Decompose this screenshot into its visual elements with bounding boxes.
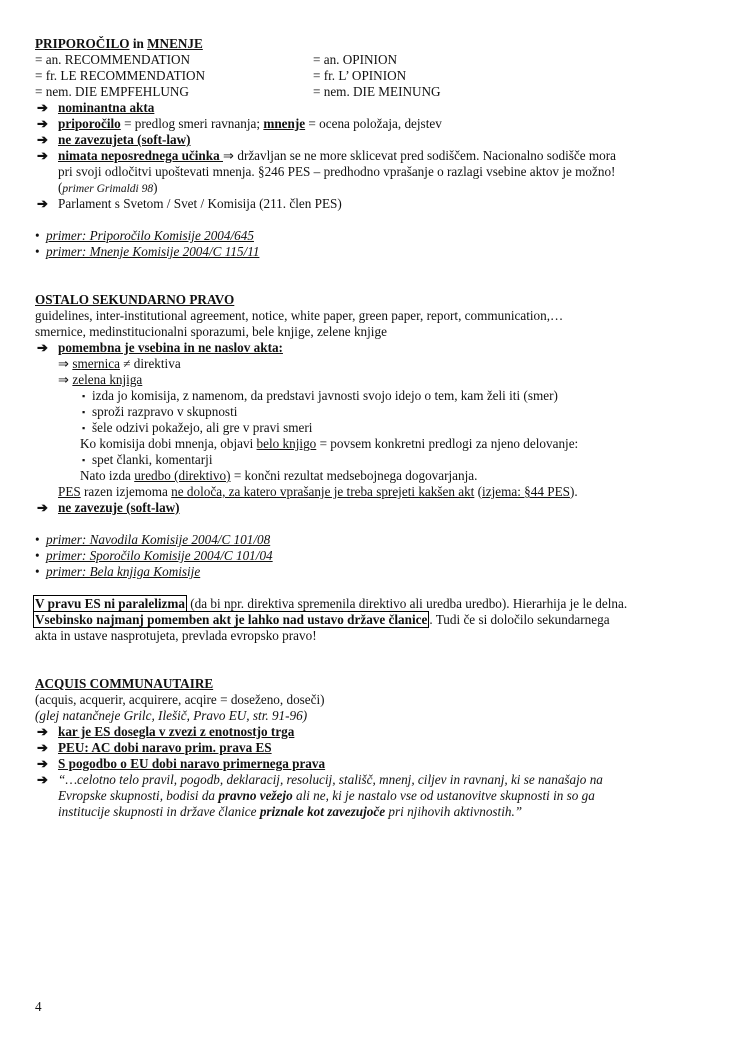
text-span: Nato izda (80, 468, 135, 483)
text-line (35, 148, 715, 164)
text-span: primer Grimaldi 98 (62, 183, 154, 195)
blank-line (35, 660, 715, 676)
underlined-text: PRIPOROČILO (35, 36, 130, 51)
text-span: sproži razpravo v skupnosti (92, 404, 238, 419)
line-text (35, 292, 234, 308)
text-span: = nem. DIE EMPFEHLUNG (35, 84, 189, 99)
text-span: = fr. LE RECOMMENDATION (35, 68, 206, 83)
text-span: smernice, medinstitucionalni sporazumi, bele knjige, zelene knjige (35, 324, 387, 339)
underlined-text: primer: Navodila Komisije 2004/C 101/08 (46, 532, 271, 547)
underlined-text: primer: Sporočilo Komisije 2004/C 101/04 (46, 548, 273, 563)
text-span: šele odzivi pokažejo, ali gre v pravi smeri (92, 420, 313, 435)
text-span: (da bi npr. direktiva spremenila direktivo ali uredba uredbo). Hierarhija je le delna. (186, 596, 628, 611)
text-span: razen izjemoma (80, 484, 172, 499)
text-span: Parlament s Svetom / Svet / Komisija (211. člen PES) (58, 196, 342, 211)
line-text (58, 484, 578, 500)
line-text (35, 676, 213, 692)
text-line (35, 340, 715, 356)
line-text (58, 500, 180, 516)
text-span: ≠ direktiva (119, 356, 181, 371)
text-span: ). (569, 484, 578, 499)
line-text (58, 740, 272, 756)
line-text (58, 100, 154, 116)
text-line (35, 772, 715, 788)
text-line (35, 724, 715, 740)
text-span: Evropske skupnosti, bodisi da (58, 788, 219, 803)
text-span: pri svoji odločitvi upoštevati mnenja. §246 PES – predhodno vprašanje o razlagi vsebine aktov je možno! (58, 164, 616, 179)
line-text (35, 596, 627, 612)
text-span: spet članki, komentarji (92, 452, 213, 467)
line-text (58, 356, 181, 372)
line-text (80, 436, 578, 452)
text-span: ( (58, 180, 63, 195)
underlined-text: primer: Bela knjiga Komisije (46, 564, 201, 579)
line-text (35, 708, 307, 724)
text-span: = ocena položaja, dejstev (305, 116, 442, 131)
line-text (58, 180, 158, 197)
text-line (35, 420, 715, 436)
line-text (35, 612, 610, 628)
translation-column: = fr. L’ OPINION (313, 68, 407, 83)
text-span: ⇒ (58, 372, 73, 387)
blank-line (35, 276, 715, 292)
underlined-text: priporočilo (58, 116, 121, 131)
blank-line (35, 516, 715, 532)
text-span: . Tudi če si določilo sekundarnega (429, 612, 610, 627)
text-line (35, 804, 715, 820)
line-text (46, 244, 259, 260)
arrow-bullet-icon: ➔ (37, 132, 49, 147)
line-text (35, 68, 205, 84)
line-text (58, 164, 615, 180)
text-span: ali ne, ki je nastalo vse od ustanovitve skupnosti in so ga (292, 788, 595, 803)
text-span: = predlog smeri ravnanja; (120, 116, 264, 131)
line-text (80, 468, 477, 484)
underlined-text: PES (58, 484, 81, 499)
text-line (35, 548, 715, 564)
text-span: pri njihovih aktivnostih.” (385, 804, 523, 819)
text-line (35, 372, 715, 388)
bullet-icon: • (35, 228, 40, 243)
text-span: Ko komisija dobi mnenja, objavi (80, 436, 257, 451)
bullet-icon: ▪ (82, 391, 86, 401)
line-text (58, 804, 522, 820)
underlined-text: ne zavezuje (soft-law) (58, 500, 180, 515)
text-span: (acquis, acquerir, acquirere, acqire = doseženo, doseči) (35, 692, 325, 707)
blank-line (35, 644, 715, 660)
line-text (58, 772, 603, 788)
underlined-text: kar je ES dosegla v zvezi z enotnostjo trga (58, 724, 295, 739)
arrow-bullet-icon: ➔ (37, 340, 49, 355)
blank-line (35, 212, 715, 228)
line-text (35, 308, 563, 324)
arrow-bullet-icon: ➔ (37, 724, 49, 739)
text-span: ) (153, 180, 158, 195)
text-span: pravno vežejo (218, 788, 293, 803)
arrow-bullet-icon: ➔ (37, 196, 49, 211)
underlined-text: ne zavezujeta (soft-law) (58, 132, 191, 147)
text-line (35, 180, 715, 196)
text-span: izda jo komisija, z namenom, da predstavi javnosti svojo idejo o tem, kam želi iti (smer) (92, 388, 558, 403)
line-text (35, 84, 189, 100)
text-line (35, 500, 715, 516)
text-line (35, 68, 715, 84)
text-line (35, 36, 715, 52)
line-text (35, 324, 387, 340)
bullet-icon: ▪ (82, 455, 86, 465)
bullet-icon: • (35, 532, 40, 547)
text-line (35, 52, 715, 68)
line-text (35, 36, 203, 52)
text-line (35, 244, 715, 260)
line-text (35, 52, 190, 68)
text-line (35, 788, 715, 804)
line-text (58, 724, 294, 740)
underlined-text: izjema: §44 PES (482, 484, 570, 499)
bullet-icon: • (35, 244, 40, 259)
text-line (35, 564, 715, 580)
arrow-bullet-icon: ➔ (37, 100, 49, 115)
bullet-icon: ▪ (82, 423, 86, 433)
line-text (58, 340, 283, 356)
text-line (35, 292, 715, 308)
translation-column: = an. OPINION (313, 52, 397, 67)
underlined-text: smernica (72, 356, 120, 371)
line-text (46, 564, 200, 580)
underlined-text: MNENJE (147, 36, 203, 51)
line-text (46, 548, 273, 564)
text-span: akta in ustave nasprotujeta, prevlada evropsko pravo! (35, 628, 317, 643)
text-line (35, 164, 715, 180)
line-text (58, 372, 142, 388)
text-line (35, 628, 715, 644)
underlined-text: primer: Priporočilo Komisije 2004/645 (46, 228, 254, 243)
text-line (35, 116, 715, 132)
text-line (35, 612, 715, 628)
text-line (35, 532, 715, 548)
blank-line (35, 260, 715, 276)
text-line (35, 692, 715, 708)
text-span: ( (474, 484, 483, 499)
arrow-bullet-icon: ➔ (37, 148, 49, 163)
line-text (58, 196, 342, 212)
text-line (35, 404, 715, 420)
line-text (58, 756, 325, 772)
text-line (35, 740, 715, 756)
underlined-text: OSTALO SEKUNDARNO PRAVO (35, 292, 235, 307)
arrow-bullet-icon: ➔ (37, 740, 49, 755)
text-line (35, 596, 715, 612)
text-span: = povsem konkretni predlogi za njeno delovanje: (316, 436, 579, 451)
line-text (58, 116, 442, 132)
line-text (35, 692, 325, 708)
text-span: priznale kot zavezujoče (259, 804, 386, 819)
text-line (35, 676, 715, 692)
text-line (35, 100, 715, 116)
text-span: institucije skupnosti in države članice (58, 804, 260, 819)
bullet-icon: ▪ (82, 407, 86, 417)
text-line (35, 436, 715, 452)
boxed-text: Vsebinsko najmanj pomemben akt je lahko nad ustavo države članice (35, 612, 428, 627)
text-span: “…celotno telo pravil, pogodb, deklaracij, resolucij, stališč, mnenj, ciljev in ravnanj, ki se nanašajo na (58, 772, 603, 787)
line-text (46, 228, 254, 244)
text-span: = končni rezultat medsebojnega dogovarjanja. (230, 468, 478, 483)
line-text (58, 148, 616, 164)
bullet-icon: • (35, 564, 40, 579)
line-text (35, 628, 317, 644)
arrow-bullet-icon: ➔ (37, 772, 49, 787)
underlined-text: pomembna je vsebina in ne naslov akta: (58, 340, 283, 355)
text-line (35, 132, 715, 148)
blank-line (35, 580, 715, 596)
text-line (35, 84, 715, 100)
translation-column: = nem. DIE MEINUNG (313, 84, 441, 99)
underlined-text: zelena knjiga (72, 372, 143, 387)
underlined-text: ACQUIS COMMUNAUTAIRE (35, 676, 214, 691)
text-span: ⇒ državljan se ne more sklicevat pred sodiščem. Nacionalno sodišče mora (223, 148, 616, 163)
underlined-text: PEU: AC dobi naravo prim. prava ES (58, 740, 272, 755)
text-line (35, 708, 715, 724)
line-text (58, 788, 595, 804)
text-line (35, 468, 715, 484)
underlined-text: ne določa, za katero vprašanje je treba sprejeti kakšen akt (171, 484, 475, 499)
line-text (92, 388, 558, 404)
text-span: = an. RECOMMENDATION (35, 52, 191, 67)
text-line (35, 756, 715, 772)
line-text (92, 404, 237, 420)
underlined-text: nominantna akta (58, 100, 155, 115)
text-line (35, 484, 715, 500)
line-text (46, 532, 270, 548)
underlined-text: belo knjigo (256, 436, 317, 451)
text-line (35, 452, 715, 468)
text-line (35, 356, 715, 372)
text-span: (glej natančneje Grilc, Ilešič, Pravo EU, str. 91-96) (35, 708, 308, 723)
underlined-text: nimata neposrednega učinka (58, 148, 223, 163)
arrow-bullet-icon: ➔ (37, 756, 49, 771)
arrow-bullet-icon: ➔ (37, 500, 49, 515)
underlined-text: mnenje (263, 116, 306, 131)
line-text (92, 452, 212, 468)
bullet-icon: • (35, 548, 40, 563)
text-span: guidelines, inter-institutional agreement, notice, white paper, green paper, report, communication,… (35, 308, 564, 323)
underlined-text: S pogodbo o EU dobi naravo primernega prava (58, 756, 326, 771)
text-line (35, 388, 715, 404)
line-text (58, 132, 191, 148)
line-text (92, 420, 312, 436)
text-line (35, 228, 715, 244)
document-body (35, 36, 715, 820)
text-span: ⇒ (58, 356, 73, 371)
underlined-text: primer: Mnenje Komisije 2004/C 115/11 (46, 244, 260, 259)
text-span: in (129, 36, 148, 51)
text-line (35, 196, 715, 212)
page-number: 4 (35, 999, 42, 1014)
underlined-text: uredbo (direktivo) (134, 468, 231, 483)
boxed-text: V pravu ES ni paralelizma (35, 596, 185, 611)
text-line (35, 308, 715, 324)
text-line (35, 324, 715, 340)
arrow-bullet-icon: ➔ (37, 116, 49, 131)
